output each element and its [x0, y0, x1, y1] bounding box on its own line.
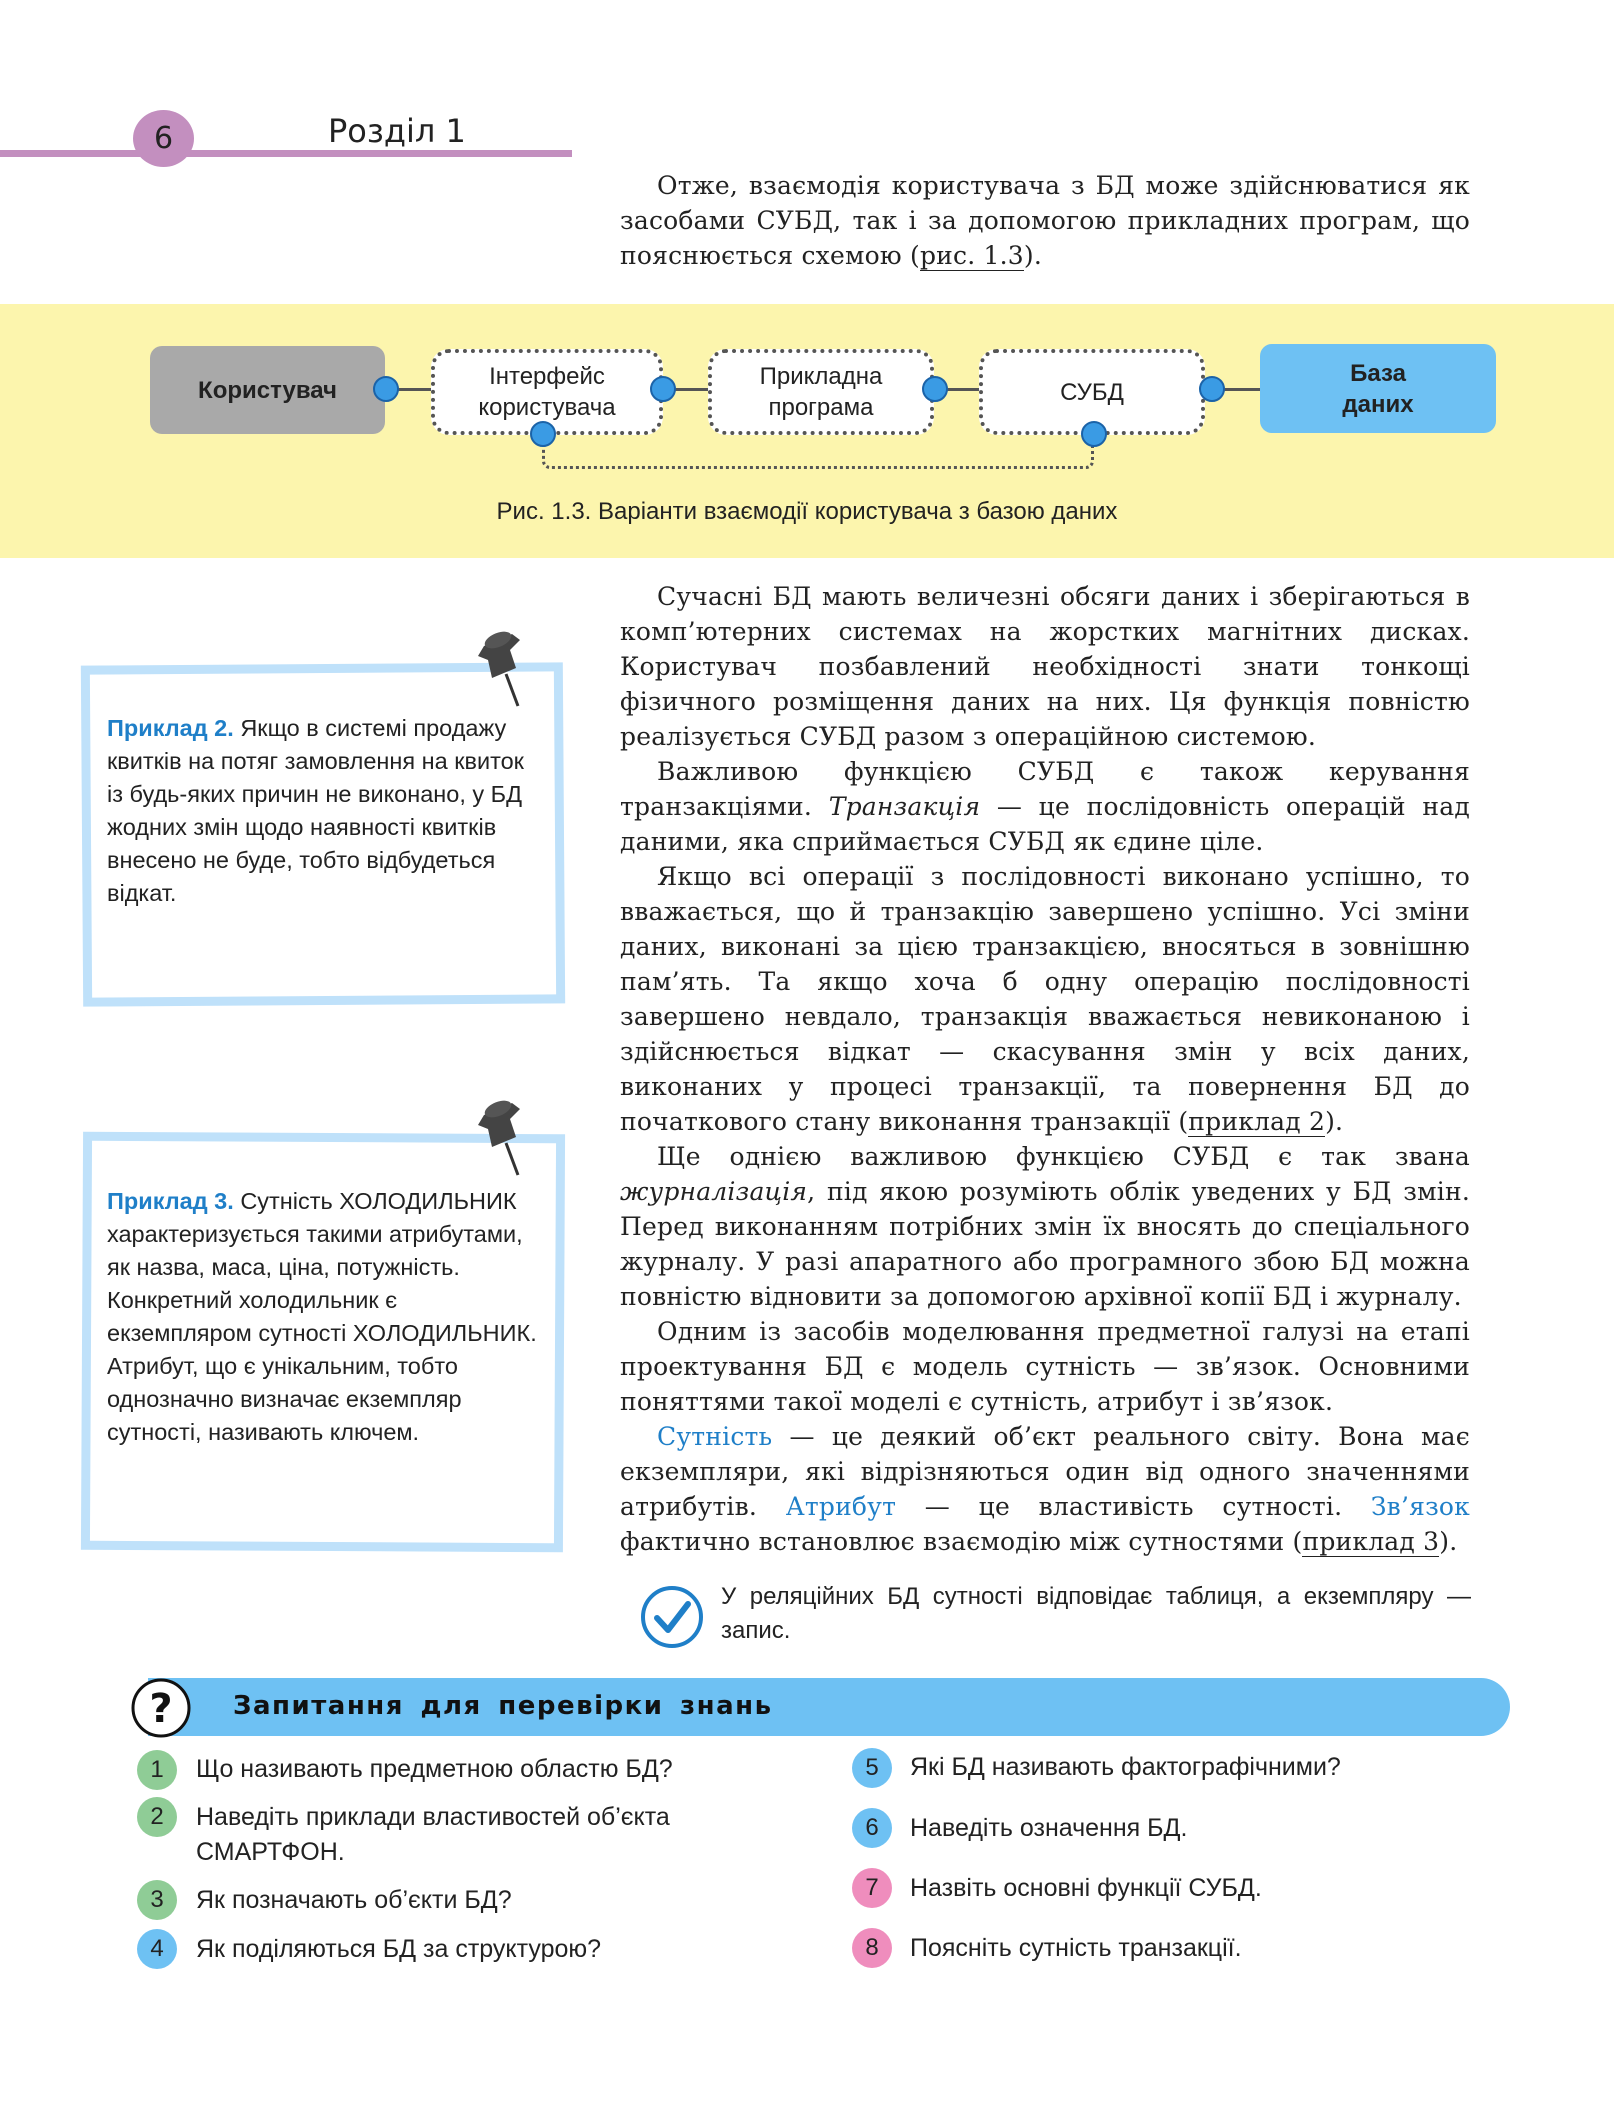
example-2-reference[interactable]: приклад 2 [1188, 1107, 1326, 1136]
node-user: Користувач [150, 346, 385, 434]
connector-dot [373, 376, 399, 402]
question-item: Що називають предметною областю БД? [196, 1755, 673, 1783]
node-dbms: СУБД [979, 349, 1205, 435]
connector-dot [1199, 376, 1225, 402]
question-item: Які БД називають фактографічними? [910, 1753, 1341, 1781]
question-number: 6 [852, 1808, 892, 1848]
term-entity: Сутність [657, 1422, 773, 1451]
figure-caption: Рис. 1.3. Варіанти взаємодії користувача з базою даних [496, 498, 1118, 525]
figure-reference[interactable]: рис. 1.3 [919, 241, 1024, 270]
question-item: Як поділяються БД за структурою? [196, 1935, 602, 1963]
main-text [620, 579, 1470, 1559]
question-item: Наведіть означення БД. [910, 1814, 1188, 1842]
paragraph: Якщо всі операції з послідовності виконано успішно, то вважається, що й транзакцію завершено успішно. Усі зміни даних, виконані за цією транзакцією, вносяться в зовнішню пам’ять. Та якщо хоча б одну операцію послідовності завершено невдало, транзакція вважається невиконаною і здійснюється відкат — скасування змін у всіх даних, виконаних у процесі транзакції, та повернення БД до початкового стану виконання транзакції (приклад 2). [620, 862, 1470, 1136]
bypass-connector [542, 431, 1094, 469]
pushpin-icon [470, 628, 540, 708]
example-3-note: Приклад 3. Сутність ХОЛОДИЛЬНИК характеризується такими атрибутами, як назва, маса, ціна, потужність. Конкретний холодильник є екземпляром сутності ХОЛОДИЛЬНИК. Атрибут, що є унікальним, тобто однозначно визначає екземпляр сутності, називають ключем. [107, 1188, 537, 1445]
term-journaling: журналізація [620, 1177, 808, 1206]
example-label: Приклад 3. [107, 1188, 234, 1214]
connector-dot [922, 376, 948, 402]
svg-text:?: ? [149, 1686, 173, 1732]
connector-dot [1081, 421, 1107, 447]
term-transaction: Транзакція [828, 792, 981, 821]
question-icon [130, 1677, 192, 1739]
node-user-interface: Інтерфейс користувача [431, 349, 663, 435]
question-item: Як позначають об’єкти БД? [196, 1886, 512, 1914]
question-number: 1 [137, 1750, 177, 1790]
question-number: 8 [852, 1928, 892, 1968]
question-item: Назвіть основні функції СУБД. [910, 1874, 1262, 1902]
checkmark-icon [640, 1585, 704, 1649]
pushpin-icon [470, 1097, 540, 1177]
example-label: Приклад 2. [107, 715, 234, 741]
question-number: 7 [852, 1868, 892, 1908]
paragraph: Важливою функцією СУБД є також керування транзакціями. Транзакція — це послідовність операцій над даними, яка сприймається СУБД як єдине ціле. [620, 757, 1470, 856]
paragraph: Одним із засобів моделювання предметної галузі на етапі проектування БД є модель сутність — зв’язок. Основними поняттями такої моделі є сутність, атрибут і зв’язок. [620, 1317, 1470, 1416]
paragraph: Ще однією важливою функцією СУБД є так звана журналізація, під якою розуміють облік уведених у БД змін. Перед виконанням потрібних змін їх вносять до спеціального журналу. У разі апаратного або програмного збою БД можна повністю відновити за допомогою архівної копії БД і журналу. [620, 1142, 1470, 1311]
question-item: Наведіть приклади властивостей об’єкта СМАРТФОН. [196, 1803, 670, 1866]
example-3-reference[interactable]: приклад 3 [1302, 1527, 1440, 1556]
connector-dot [530, 421, 556, 447]
section-title: Розділ 1 [328, 112, 466, 150]
question-number: 5 [852, 1748, 892, 1788]
page-number: 6 [133, 110, 194, 167]
term-relationship: Зв’язок [1370, 1492, 1470, 1521]
node-database: База даних [1260, 344, 1496, 433]
example-2-note: Приклад 2. Якщо в системі продажу квитків на потяг замовлення на квиток із будь-яких причин не виконано, у БД жодних змін щодо наявності квитків внесено не буде, тобто відбудеться відкат. [107, 715, 524, 906]
question-number: 4 [137, 1929, 177, 1969]
node-application: Прикладна програма [708, 349, 934, 435]
question-item: Поясніть сутність транзакції. [910, 1934, 1242, 1962]
question-number: 3 [137, 1880, 177, 1920]
paragraph: Сучасні БД мають величезні обсяги даних і зберігаються в комп’ютерних системах на жорстких магнітних дисках. Користувач позбавлений необхідності знати тонкощі фізичного розміщення даних на них. Ця функція повністю реалізується СУБД разом з операційною системою. [620, 582, 1470, 751]
intro-paragraph: Отже, взаємодія користувача з БД може здійснюватися як засобами СУБД, так і за допомогою прикладних програм, що пояснюється схемою (рис. 1.3). [620, 171, 1470, 270]
header-rule [0, 150, 572, 157]
term-attribute: Атрибут [785, 1492, 897, 1521]
question-number: 2 [137, 1797, 177, 1837]
remark-text: У реляційних БД сутності відповідає таблиця, а екземпляру — запис. [721, 1583, 1471, 1644]
connector-dot [650, 376, 676, 402]
paragraph: Сутність — це деякий об’єкт реального світу. Вона має екземпляри, які відрізняються один від одного значеннями атрибутів. Атрибут — це властивість сутності. Зв’язок фактично встановлює взаємодію між сутностями (приклад 3). [620, 1422, 1470, 1556]
questions-title: Запитання для перевірки знань [233, 1691, 773, 1721]
